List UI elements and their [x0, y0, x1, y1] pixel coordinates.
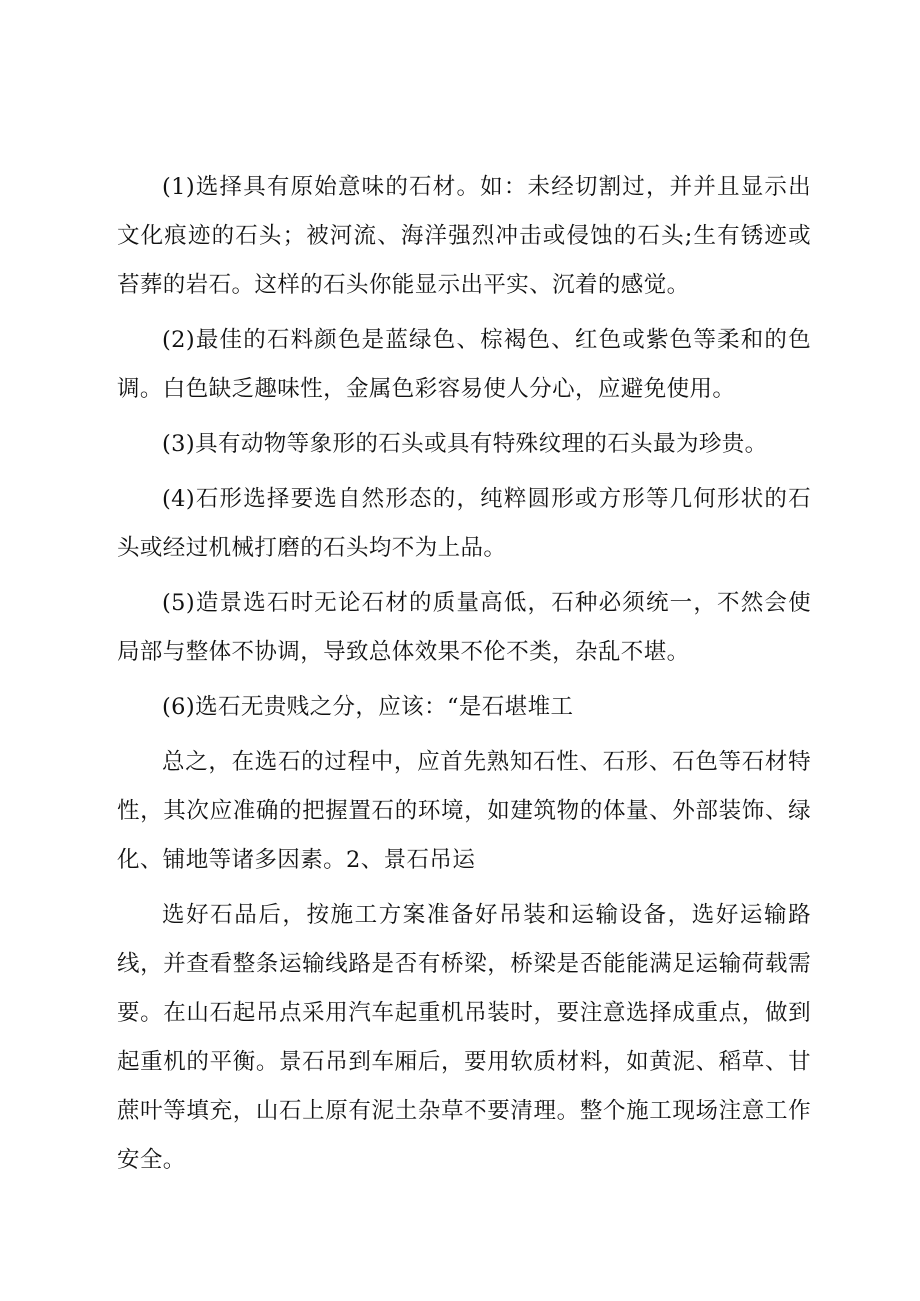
paragraph-7: 总之，在选石的过程中，应首先熟知石性、石形、石色等石材特性，其次应准确的把握置石的环境，如建筑物的体量、外部装饰、绿化、铺地等诸多因素。2、景石吊运: [117, 749, 811, 873]
paragraph-1: (1)选择具有原始意味的石材。如：未经切割过，并并且显示出文化痕迹的石头；被河流、海洋强烈冲击或侵蚀的石头;生有锈迹或苔葬的岩石。这样的石头你能显示出平实、沉着的感觉。: [117, 174, 811, 298]
paragraph-6: (6)选石无贵贱之分，应该：“是石堪堆工: [162, 694, 574, 720]
paragraph-8: 选好石品后，按施工方案准备好吊装和运输设备，选好运输路线，并查看整条运输线路是否有桥梁，桥梁是否能能满足运输荷载需要。在山石起吊点采用汽车起重机吊装时，要注意选择成重点，做到起重机的平衡。景石吊到车厢后，要用软质材料，如黄泥、稻草、甘蔗叶等填充，山石上原有泥土杂草不要清理。整个施工现场注意工作安全。: [117, 902, 811, 1173]
paragraph-5: (5)造景选石时无论石材的质量高低，石种必须统一，不然会使局部与整体不协调，导致总体效果不伦不类，杂乱不堪。: [117, 590, 811, 665]
document-body: [117, 163, 811, 1191]
paragraph-3: (3)具有动物等象形的石头或具有特殊纹理的石头最为珍贵。: [162, 431, 768, 457]
paragraph-2: (2)最佳的石料颜色是蓝绿色、棕褐色、红色或紫色等柔和的色调。白色缺乏趣味性，金属色彩容易使人分心，应避免使用。: [117, 327, 811, 402]
paragraph-4: (4)石形选择要选自然形态的，纯粹圆形或方形等几何形状的石头或经过机械打磨的石头均不为上品。: [117, 486, 811, 561]
